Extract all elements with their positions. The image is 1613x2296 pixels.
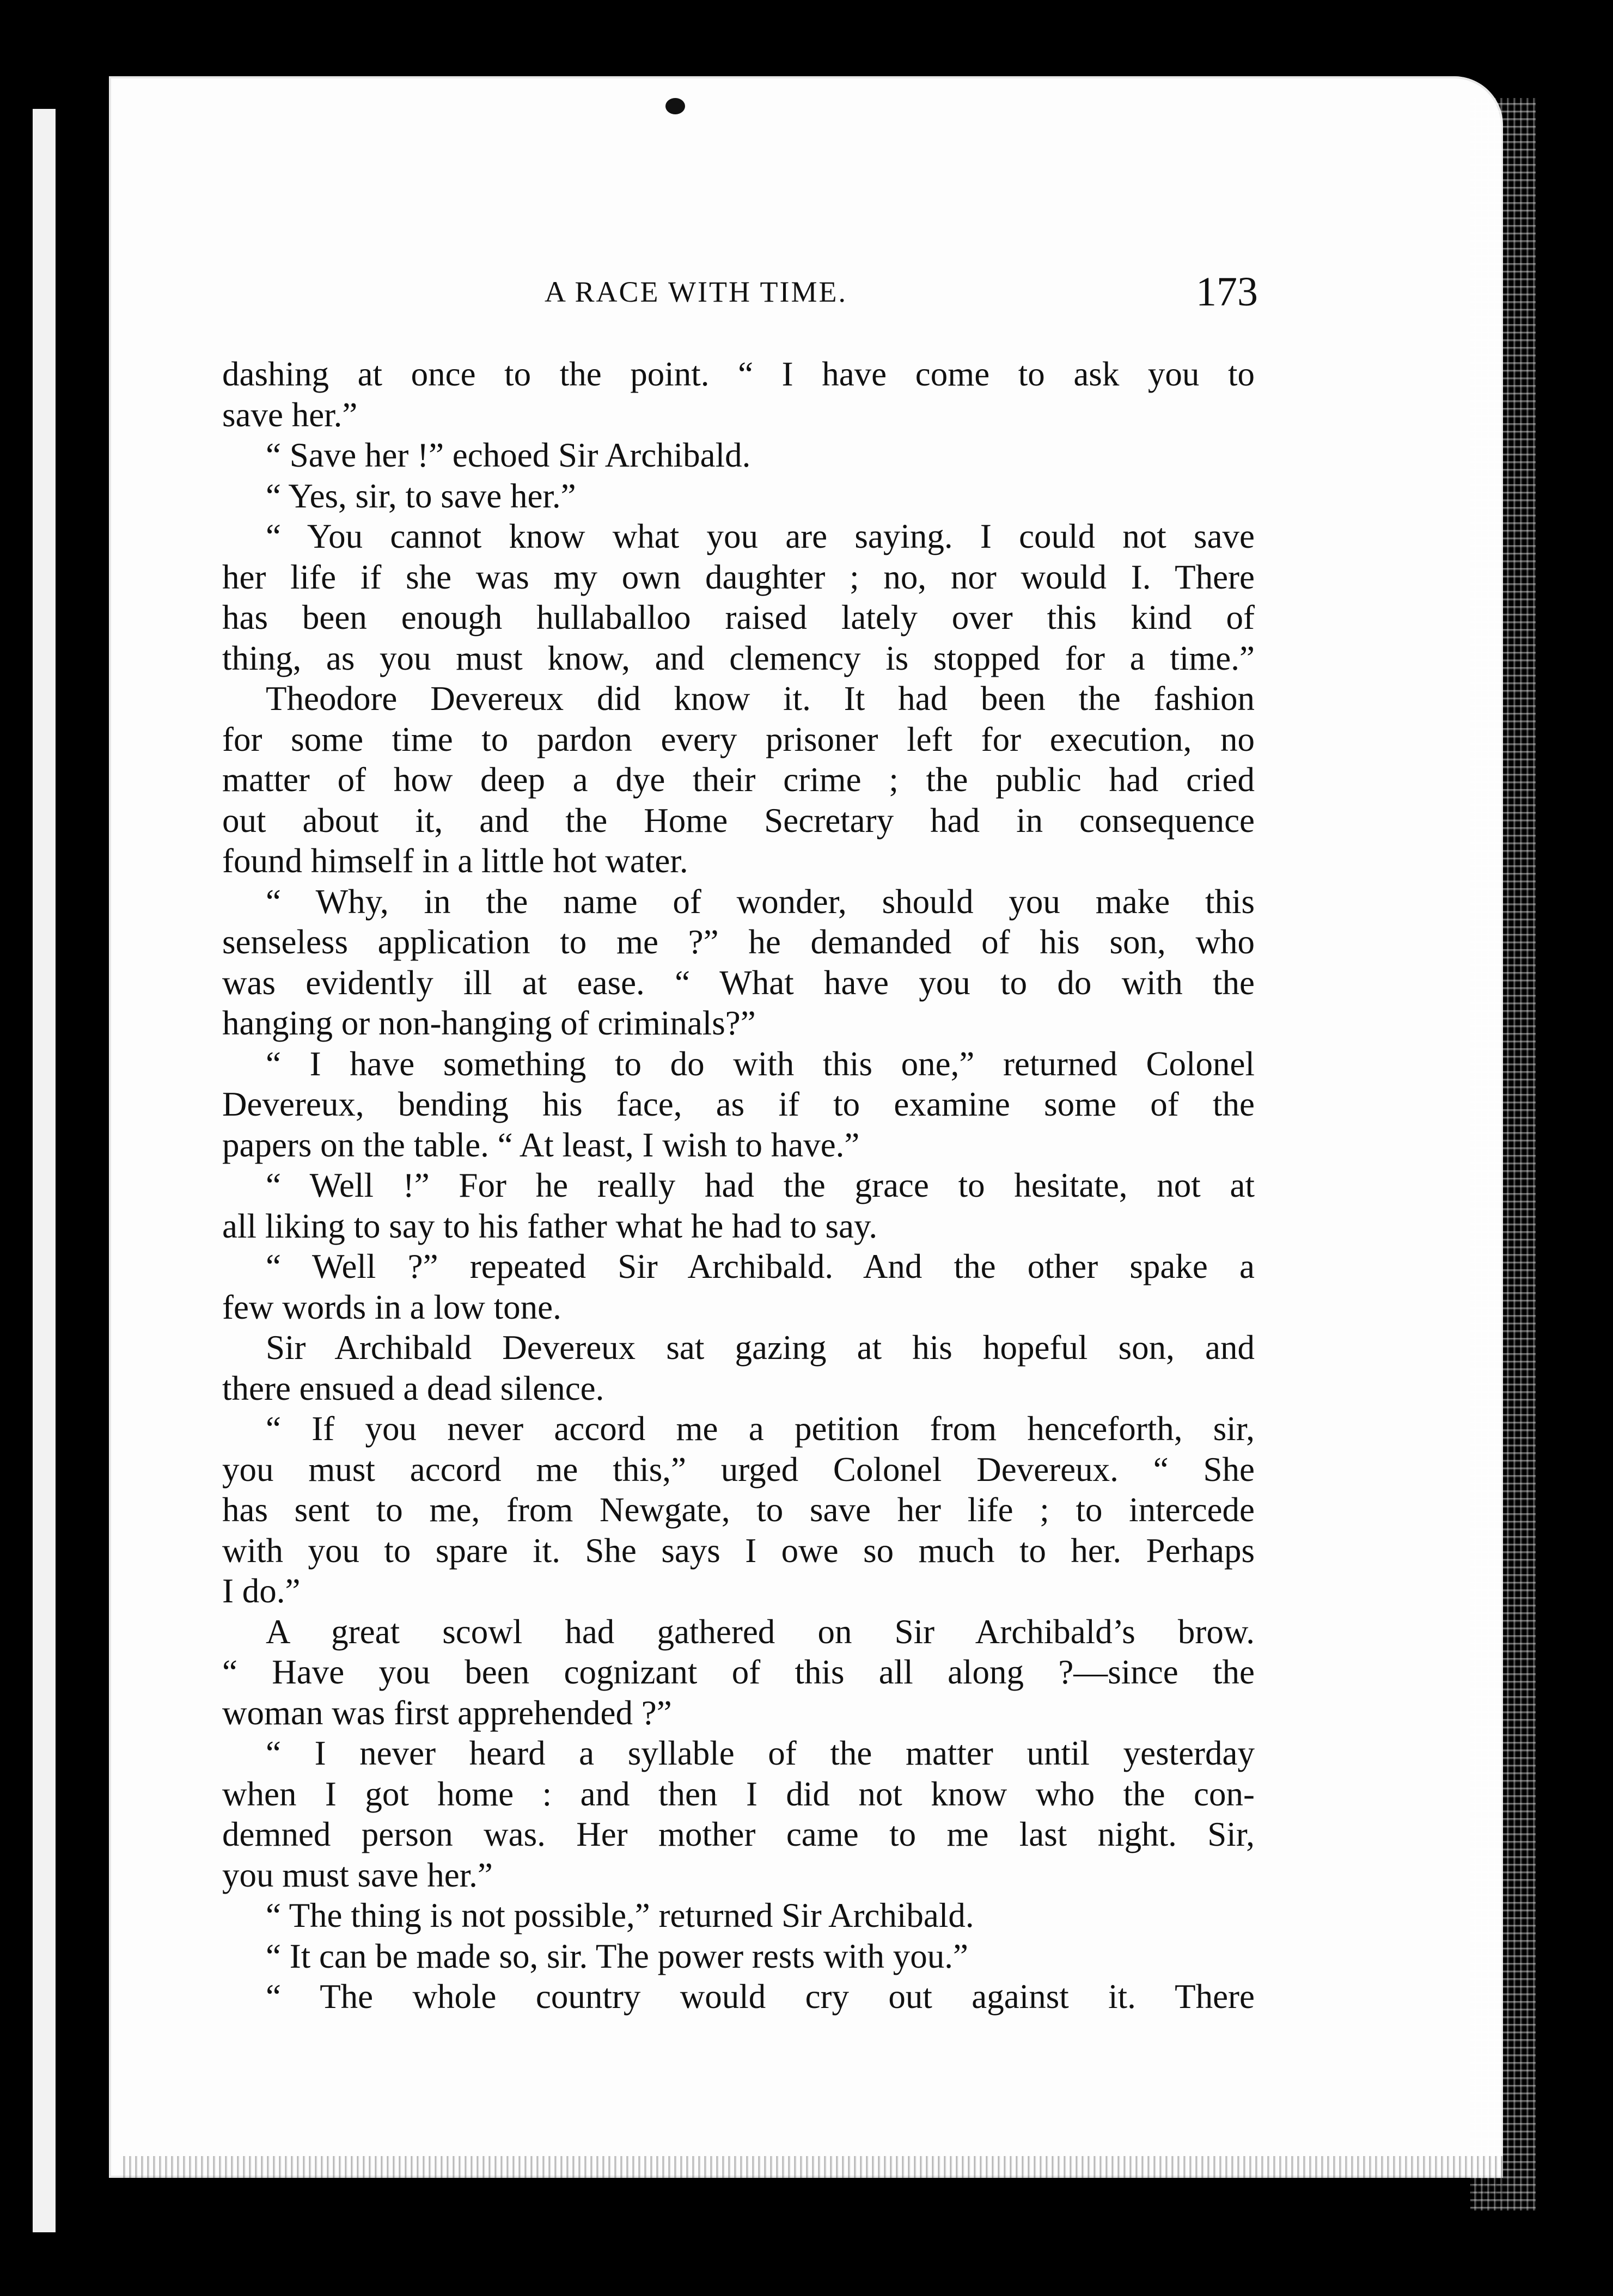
text-line: “ The thing is not possible,” returned Sir Archibald. bbox=[266, 1896, 974, 1934]
adjacent-page-edge bbox=[33, 109, 56, 2232]
text-line: matter of how deep a dye their crime ; the public had cried bbox=[222, 761, 1255, 799]
text-line: out about it, and the Home Secretary had in consequence bbox=[222, 801, 1255, 840]
text-line: dashing at once to the point. “ I have come to ask you to bbox=[222, 355, 1255, 393]
text-line: thing, as you must know, and clemency is stopped for a time.” bbox=[222, 639, 1255, 677]
text-line: “ Well ?” repeated Sir Archibald. And the other spake a bbox=[266, 1247, 1255, 1285]
page-edge-texture bbox=[1470, 98, 1536, 2211]
text-line: her life if she was my own daughter ; no, nor would I. There bbox=[222, 558, 1255, 596]
text-line: “ Save her !” echoed Sir Archibald. bbox=[266, 436, 751, 474]
text-line: “ The whole country would cry out against it. There bbox=[266, 1977, 1255, 2016]
text-line: Devereux, bending his face, as if to examine some of the bbox=[222, 1085, 1255, 1123]
text-line: “ If you never accord me a petition from henceforth, sir, bbox=[266, 1410, 1255, 1448]
text-line: with you to spare it. She says I owe so much to her. Perhaps bbox=[222, 1531, 1255, 1570]
text-line: has been enough hullaballoo raised lately over this kind of bbox=[222, 598, 1255, 636]
ink-blot bbox=[665, 98, 685, 114]
text-line: “ Yes, sir, to save her.” bbox=[266, 476, 576, 515]
text-line: demned person was. Her mother came to me last night. Sir, bbox=[222, 1815, 1255, 1853]
text-line: you must accord me this,” urged Colonel Devereux. “ She bbox=[222, 1450, 1255, 1489]
bottom-edge-texture bbox=[120, 2156, 1503, 2200]
text-line: “ I have something to do with this one,” returned Colonel bbox=[266, 1044, 1255, 1083]
text-line: woman was first apprehended ?” bbox=[222, 1693, 672, 1732]
text-line: all liking to say to his father what he had to say. bbox=[222, 1207, 878, 1245]
text-line: there ensued a dead silence. bbox=[222, 1369, 604, 1407]
page-header bbox=[218, 269, 1285, 324]
text-line: when I got home : and then I did not know who the con- bbox=[222, 1774, 1255, 1813]
text-line: Sir Archibald Devereux sat gazing at his hopeful son, and bbox=[266, 1328, 1255, 1367]
text-line: found himself in a little hot water. bbox=[222, 842, 688, 880]
text-line: few words in a low tone. bbox=[222, 1288, 561, 1326]
text-line: I do.” bbox=[222, 1572, 301, 1610]
text-line: Theodore Devereux did know it. It had been the fashion bbox=[266, 679, 1255, 718]
text-line: for some time to pardon every prisoner left for execution, no bbox=[222, 720, 1255, 758]
text-line: “ Have you been cognizant of this all along ?—since the bbox=[222, 1653, 1255, 1691]
text-line: papers on the table. “ At least, I wish to have.” bbox=[222, 1125, 860, 1164]
text-line: “ Why, in the name of wonder, should you make this bbox=[266, 882, 1255, 921]
text-line: “ I never heard a syllable of the matter until yesterday bbox=[266, 1734, 1255, 1772]
text-line: “ It can be made so, sir. The power rests with you.” bbox=[266, 1937, 968, 1975]
text-line: senseless application to me ?” he demanded of his son, who bbox=[222, 923, 1255, 961]
text-line: save her.” bbox=[222, 395, 358, 434]
text-line: was evidently ill at ease. “ What have you to do with the bbox=[222, 963, 1255, 1002]
text-line: “ Well !” For he really had the grace to hesitate, not at bbox=[266, 1166, 1255, 1204]
text-line: A great scowl had gathered on Sir Archibald’s brow. bbox=[266, 1612, 1255, 1651]
body-text bbox=[222, 354, 1255, 2017]
text-line: has sent to me, from Newgate, to save her life ; to intercede bbox=[222, 1491, 1255, 1529]
running-head: A RACE WITH TIME. bbox=[545, 275, 847, 308]
text-line: you must save her.” bbox=[222, 1856, 493, 1894]
text-line: “ You cannot know what you are saying. I could not save bbox=[266, 517, 1255, 555]
page-number: 173 bbox=[1196, 269, 1258, 315]
text-line: hanging or non-hanging of criminals?” bbox=[222, 1004, 756, 1042]
